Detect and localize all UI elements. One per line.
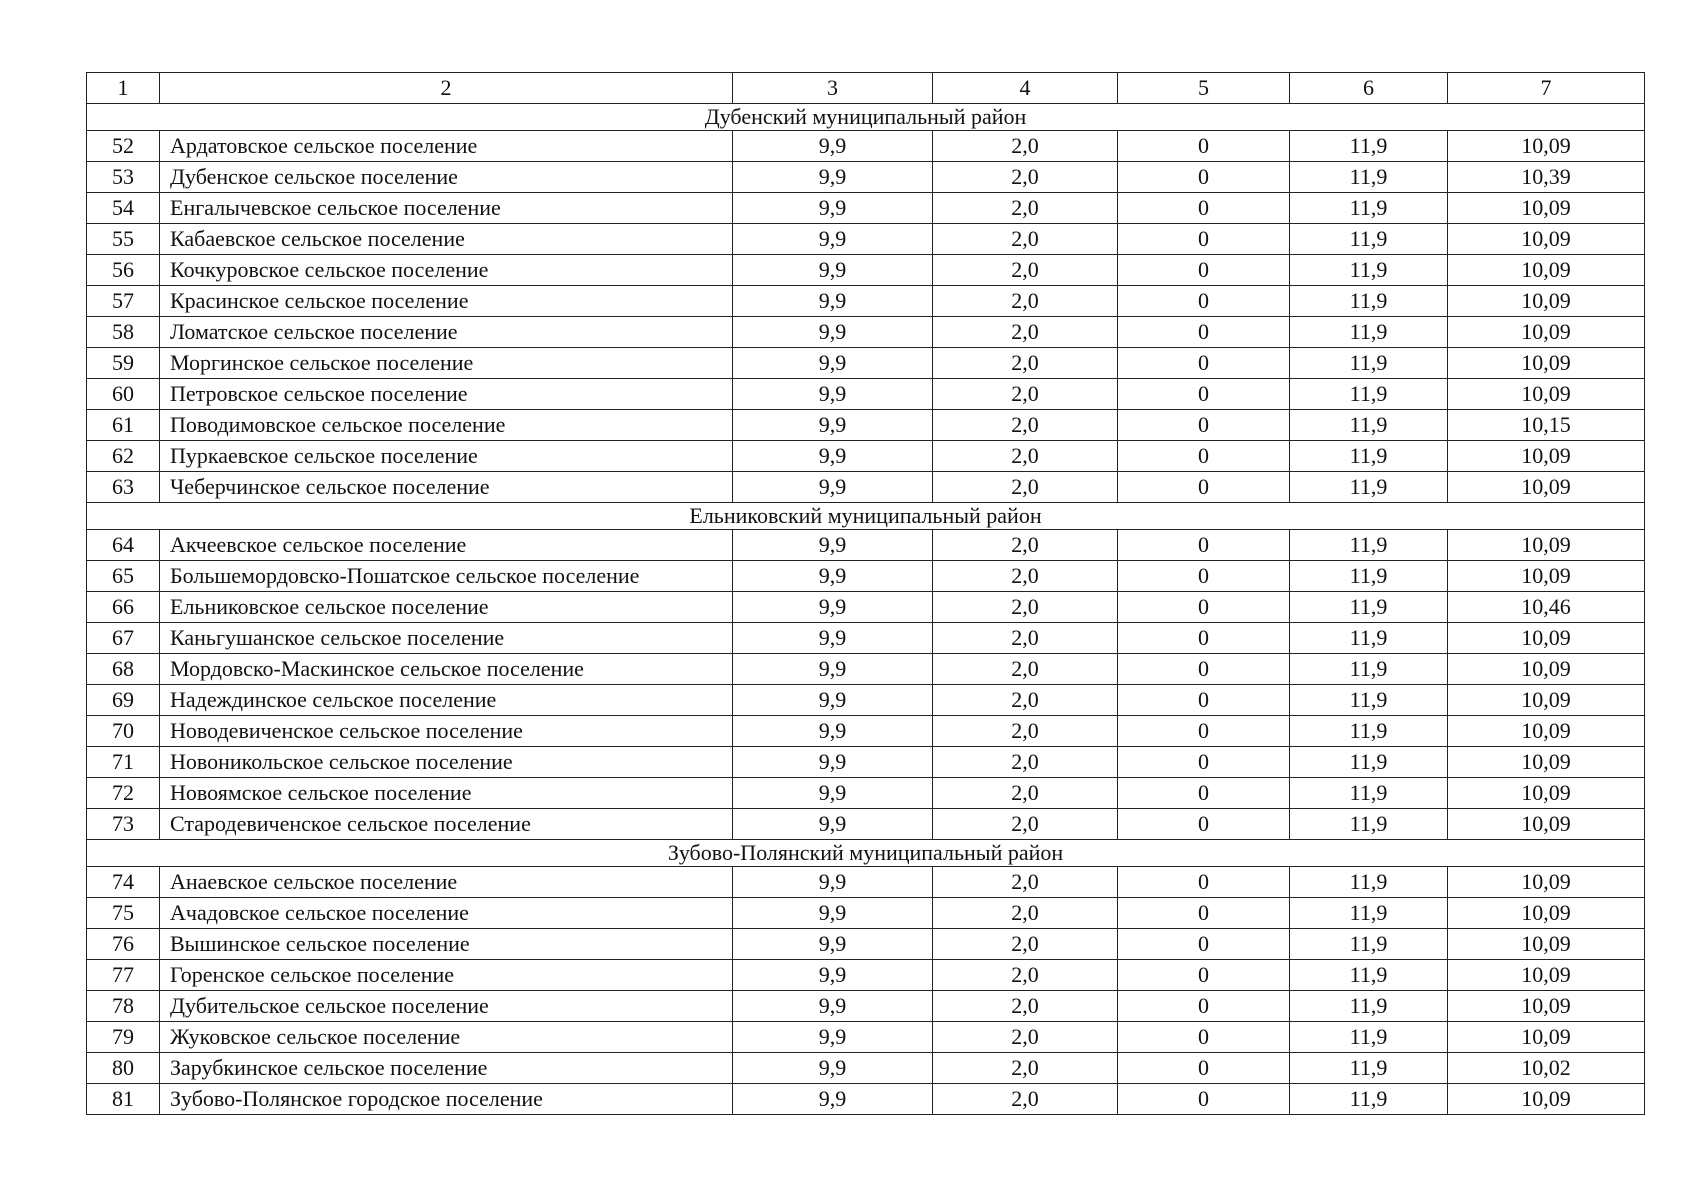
value-cell: 11,9 [1290,1084,1448,1115]
value-cell: 11,9 [1290,685,1448,716]
value-cell: 2,0 [933,778,1118,809]
value-cell: 11,9 [1290,379,1448,410]
value-cell: 0 [1118,960,1290,991]
row-number-cell: 58 [87,317,160,348]
value-cell: 0 [1118,685,1290,716]
table-row [87,286,1645,317]
value-cell: 10,09 [1448,131,1645,162]
value-cell: 11,9 [1290,472,1448,503]
value-cell: 2,0 [933,131,1118,162]
table-row [87,224,1645,255]
table-row [87,1053,1645,1084]
row-number-cell: 64 [87,530,160,561]
value-cell: 0 [1118,286,1290,317]
row-number-cell: 74 [87,867,160,898]
value-cell: 0 [1118,472,1290,503]
section-title: Ельниковский муниципальный район [87,503,1645,530]
value-cell: 2,0 [933,929,1118,960]
value-cell: 10,09 [1448,255,1645,286]
row-number-cell: 75 [87,898,160,929]
row-number-cell: 79 [87,1022,160,1053]
value-cell: 9,9 [733,255,933,286]
value-cell: 2,0 [933,193,1118,224]
settlement-name-cell: Моргинское сельское поселение [160,348,733,379]
value-cell: 0 [1118,929,1290,960]
table-row [87,809,1645,840]
value-cell: 9,9 [733,685,933,716]
value-cell: 9,9 [733,960,933,991]
settlement-name-cell: Дубительское сельское поселение [160,991,733,1022]
row-number-cell: 60 [87,379,160,410]
settlement-name-cell: Дубенское сельское поселение [160,162,733,193]
value-cell: 0 [1118,623,1290,654]
value-cell: 2,0 [933,991,1118,1022]
section-header-row [87,840,1645,867]
value-cell: 11,9 [1290,747,1448,778]
table-row [87,131,1645,162]
value-cell: 10,09 [1448,654,1645,685]
table-row [87,929,1645,960]
header-cell: 4 [933,73,1118,104]
row-number-cell: 55 [87,224,160,255]
value-cell: 11,9 [1290,162,1448,193]
row-number-cell: 76 [87,929,160,960]
value-cell: 9,9 [733,441,933,472]
value-cell: 2,0 [933,379,1118,410]
value-cell: 0 [1118,991,1290,1022]
table-row [87,255,1645,286]
value-cell: 10,46 [1448,592,1645,623]
value-cell: 9,9 [733,747,933,778]
value-cell: 0 [1118,778,1290,809]
value-cell: 2,0 [933,1022,1118,1053]
settlement-name-cell: Петровское сельское поселение [160,379,733,410]
table-row [87,991,1645,1022]
section-header-row [87,104,1645,131]
value-cell: 10,09 [1448,441,1645,472]
value-cell: 0 [1118,898,1290,929]
table-body [87,104,1645,1115]
value-cell: 11,9 [1290,441,1448,472]
header-cell: 5 [1118,73,1290,104]
section-header-row [87,503,1645,530]
settlement-name-cell: Надеждинское сельское поселение [160,685,733,716]
table-row [87,898,1645,929]
value-cell: 2,0 [933,255,1118,286]
value-cell: 0 [1118,379,1290,410]
value-cell: 0 [1118,1084,1290,1115]
row-number-cell: 71 [87,747,160,778]
value-cell: 9,9 [733,410,933,441]
table-row [87,379,1645,410]
header-cell: 3 [733,73,933,104]
value-cell: 11,9 [1290,224,1448,255]
value-cell: 11,9 [1290,654,1448,685]
table-row [87,193,1645,224]
table-row [87,747,1645,778]
settlement-name-cell: Новодевиченское сельское поселение [160,716,733,747]
value-cell: 9,9 [733,286,933,317]
value-cell: 10,09 [1448,778,1645,809]
value-cell: 11,9 [1290,867,1448,898]
value-cell: 2,0 [933,747,1118,778]
value-cell: 10,15 [1448,410,1645,441]
settlement-name-cell: Горенское сельское поселение [160,960,733,991]
value-cell: 10,09 [1448,348,1645,379]
value-cell: 0 [1118,747,1290,778]
row-number-cell: 62 [87,441,160,472]
table-row [87,778,1645,809]
settlement-name-cell: Ломатское сельское поселение [160,317,733,348]
value-cell: 9,9 [733,623,933,654]
value-cell: 10,09 [1448,623,1645,654]
value-cell: 9,9 [733,317,933,348]
value-cell: 2,0 [933,162,1118,193]
value-cell: 9,9 [733,530,933,561]
settlement-name-cell: Стародевиченское сельское поселение [160,809,733,840]
value-cell: 11,9 [1290,410,1448,441]
settlement-name-cell: Зубово-Полянское городское поселение [160,1084,733,1115]
table-row [87,410,1645,441]
row-number-cell: 72 [87,778,160,809]
value-cell: 11,9 [1290,193,1448,224]
settlement-name-cell: Анаевское сельское поселение [160,867,733,898]
section-title: Дубенский муниципальный район [87,104,1645,131]
settlement-name-cell: Кабаевское сельское поселение [160,224,733,255]
value-cell: 2,0 [933,623,1118,654]
settlement-name-cell: Большемордовско-Пошатское сельское поселение [160,561,733,592]
settlement-name-cell: Новоямское сельское поселение [160,778,733,809]
value-cell: 10,09 [1448,472,1645,503]
value-cell: 2,0 [933,561,1118,592]
value-cell: 10,09 [1448,286,1645,317]
settlement-name-cell: Красинское сельское поселение [160,286,733,317]
value-cell: 2,0 [933,960,1118,991]
value-cell: 10,09 [1448,561,1645,592]
settlement-name-cell: Кочкуровское сельское поселение [160,255,733,286]
value-cell: 0 [1118,1022,1290,1053]
value-cell: 0 [1118,530,1290,561]
value-cell: 11,9 [1290,317,1448,348]
value-cell: 0 [1118,255,1290,286]
value-cell: 0 [1118,410,1290,441]
value-cell: 2,0 [933,286,1118,317]
table-row [87,960,1645,991]
value-cell: 9,9 [733,778,933,809]
value-cell: 2,0 [933,317,1118,348]
value-cell: 2,0 [933,1053,1118,1084]
row-number-cell: 57 [87,286,160,317]
value-cell: 10,09 [1448,317,1645,348]
table-row [87,1022,1645,1053]
value-cell: 10,09 [1448,898,1645,929]
value-cell: 10,09 [1448,991,1645,1022]
value-cell: 0 [1118,162,1290,193]
settlement-name-cell: Вышинское сельское поселение [160,929,733,960]
row-number-cell: 81 [87,1084,160,1115]
value-cell: 10,09 [1448,530,1645,561]
value-cell: 10,09 [1448,929,1645,960]
row-number-cell: 61 [87,410,160,441]
settlement-name-cell: Пуркаевское сельское поселение [160,441,733,472]
value-cell: 10,09 [1448,379,1645,410]
value-cell: 11,9 [1290,809,1448,840]
value-cell: 2,0 [933,441,1118,472]
value-cell: 9,9 [733,162,933,193]
row-number-cell: 66 [87,592,160,623]
settlement-name-cell: Поводимовское сельское поселение [160,410,733,441]
value-cell: 0 [1118,867,1290,898]
value-cell: 10,02 [1448,1053,1645,1084]
value-cell: 11,9 [1290,929,1448,960]
value-cell: 10,09 [1448,716,1645,747]
value-cell: 0 [1118,1053,1290,1084]
value-cell: 10,39 [1448,162,1645,193]
table-row [87,654,1645,685]
value-cell: 2,0 [933,716,1118,747]
value-cell: 10,09 [1448,867,1645,898]
value-cell: 11,9 [1290,716,1448,747]
settlement-name-cell: Мордовско-Маскинское сельское поселение [160,654,733,685]
settlement-name-cell: Каньгушанское сельское поселение [160,623,733,654]
value-cell: 9,9 [733,929,933,960]
row-number-cell: 73 [87,809,160,840]
value-cell: 9,9 [733,716,933,747]
row-number-cell: 69 [87,685,160,716]
row-number-cell: 67 [87,623,160,654]
row-number-cell: 77 [87,960,160,991]
value-cell: 0 [1118,592,1290,623]
settlement-name-cell: Ардатовское сельское поселение [160,131,733,162]
row-number-cell: 78 [87,991,160,1022]
table-row [87,530,1645,561]
value-cell: 2,0 [933,472,1118,503]
settlement-name-cell: Жуковское сельское поселение [160,1022,733,1053]
value-cell: 9,9 [733,193,933,224]
value-cell: 11,9 [1290,530,1448,561]
table-row [87,348,1645,379]
value-cell: 9,9 [733,867,933,898]
data-table [86,72,1645,1115]
header-cell: 1 [87,73,160,104]
value-cell: 9,9 [733,991,933,1022]
value-cell: 9,9 [733,472,933,503]
header-cell: 2 [160,73,733,104]
value-cell: 9,9 [733,809,933,840]
value-cell: 11,9 [1290,255,1448,286]
value-cell: 0 [1118,131,1290,162]
table-row [87,162,1645,193]
value-cell: 9,9 [733,379,933,410]
row-number-cell: 54 [87,193,160,224]
row-number-cell: 80 [87,1053,160,1084]
value-cell: 10,09 [1448,960,1645,991]
value-cell: 2,0 [933,348,1118,379]
settlement-name-cell: Новоникольское сельское поселение [160,747,733,778]
value-cell: 10,09 [1448,193,1645,224]
table-row [87,317,1645,348]
value-cell: 11,9 [1290,131,1448,162]
header-cell: 6 [1290,73,1448,104]
value-cell: 11,9 [1290,778,1448,809]
value-cell: 2,0 [933,530,1118,561]
settlement-name-cell: Чеберчинское сельское поселение [160,472,733,503]
document-page [86,72,1644,1115]
value-cell: 0 [1118,224,1290,255]
value-cell: 2,0 [933,898,1118,929]
value-cell: 0 [1118,441,1290,472]
row-number-cell: 59 [87,348,160,379]
row-number-cell: 65 [87,561,160,592]
value-cell: 11,9 [1290,286,1448,317]
row-number-cell: 68 [87,654,160,685]
value-cell: 11,9 [1290,1022,1448,1053]
section-title: Зубово-Полянский муниципальный район [87,840,1645,867]
value-cell: 0 [1118,348,1290,379]
table-row [87,1084,1645,1115]
table-row [87,441,1645,472]
value-cell: 9,9 [733,592,933,623]
value-cell: 10,09 [1448,1084,1645,1115]
value-cell: 9,9 [733,348,933,379]
value-cell: 10,09 [1448,747,1645,778]
value-cell: 2,0 [933,592,1118,623]
value-cell: 0 [1118,561,1290,592]
row-number-cell: 53 [87,162,160,193]
value-cell: 11,9 [1290,623,1448,654]
value-cell: 0 [1118,716,1290,747]
value-cell: 9,9 [733,654,933,685]
table-row [87,716,1645,747]
table-row [87,561,1645,592]
value-cell: 10,09 [1448,685,1645,716]
value-cell: 9,9 [733,1022,933,1053]
value-cell: 11,9 [1290,991,1448,1022]
value-cell: 9,9 [733,224,933,255]
value-cell: 2,0 [933,654,1118,685]
value-cell: 0 [1118,193,1290,224]
row-number-cell: 63 [87,472,160,503]
header-cell: 7 [1448,73,1645,104]
table-row [87,472,1645,503]
value-cell: 2,0 [933,410,1118,441]
settlement-name-cell: Ачадовское сельское поселение [160,898,733,929]
value-cell: 9,9 [733,1084,933,1115]
value-cell: 9,9 [733,131,933,162]
value-cell: 0 [1118,809,1290,840]
settlement-name-cell: Акчеевское сельское поселение [160,530,733,561]
value-cell: 9,9 [733,898,933,929]
value-cell: 2,0 [933,809,1118,840]
table-row [87,685,1645,716]
value-cell: 11,9 [1290,898,1448,929]
settlement-name-cell: Ельниковское сельское поселение [160,592,733,623]
value-cell: 10,09 [1448,1022,1645,1053]
settlement-name-cell: Енгалычевское сельское поселение [160,193,733,224]
value-cell: 10,09 [1448,809,1645,840]
row-number-cell: 70 [87,716,160,747]
value-cell: 11,9 [1290,592,1448,623]
settlement-name-cell: Зарубкинское сельское поселение [160,1053,733,1084]
value-cell: 2,0 [933,685,1118,716]
value-cell: 11,9 [1290,1053,1448,1084]
value-cell: 9,9 [733,1053,933,1084]
value-cell: 2,0 [933,224,1118,255]
table-row [87,867,1645,898]
table-row [87,623,1645,654]
column-number-header-row [87,73,1645,104]
row-number-cell: 56 [87,255,160,286]
value-cell: 2,0 [933,1084,1118,1115]
value-cell: 11,9 [1290,561,1448,592]
value-cell: 9,9 [733,561,933,592]
value-cell: 11,9 [1290,960,1448,991]
value-cell: 2,0 [933,867,1118,898]
table-row [87,592,1645,623]
value-cell: 10,09 [1448,224,1645,255]
value-cell: 0 [1118,317,1290,348]
value-cell: 11,9 [1290,348,1448,379]
row-number-cell: 52 [87,131,160,162]
value-cell: 0 [1118,654,1290,685]
